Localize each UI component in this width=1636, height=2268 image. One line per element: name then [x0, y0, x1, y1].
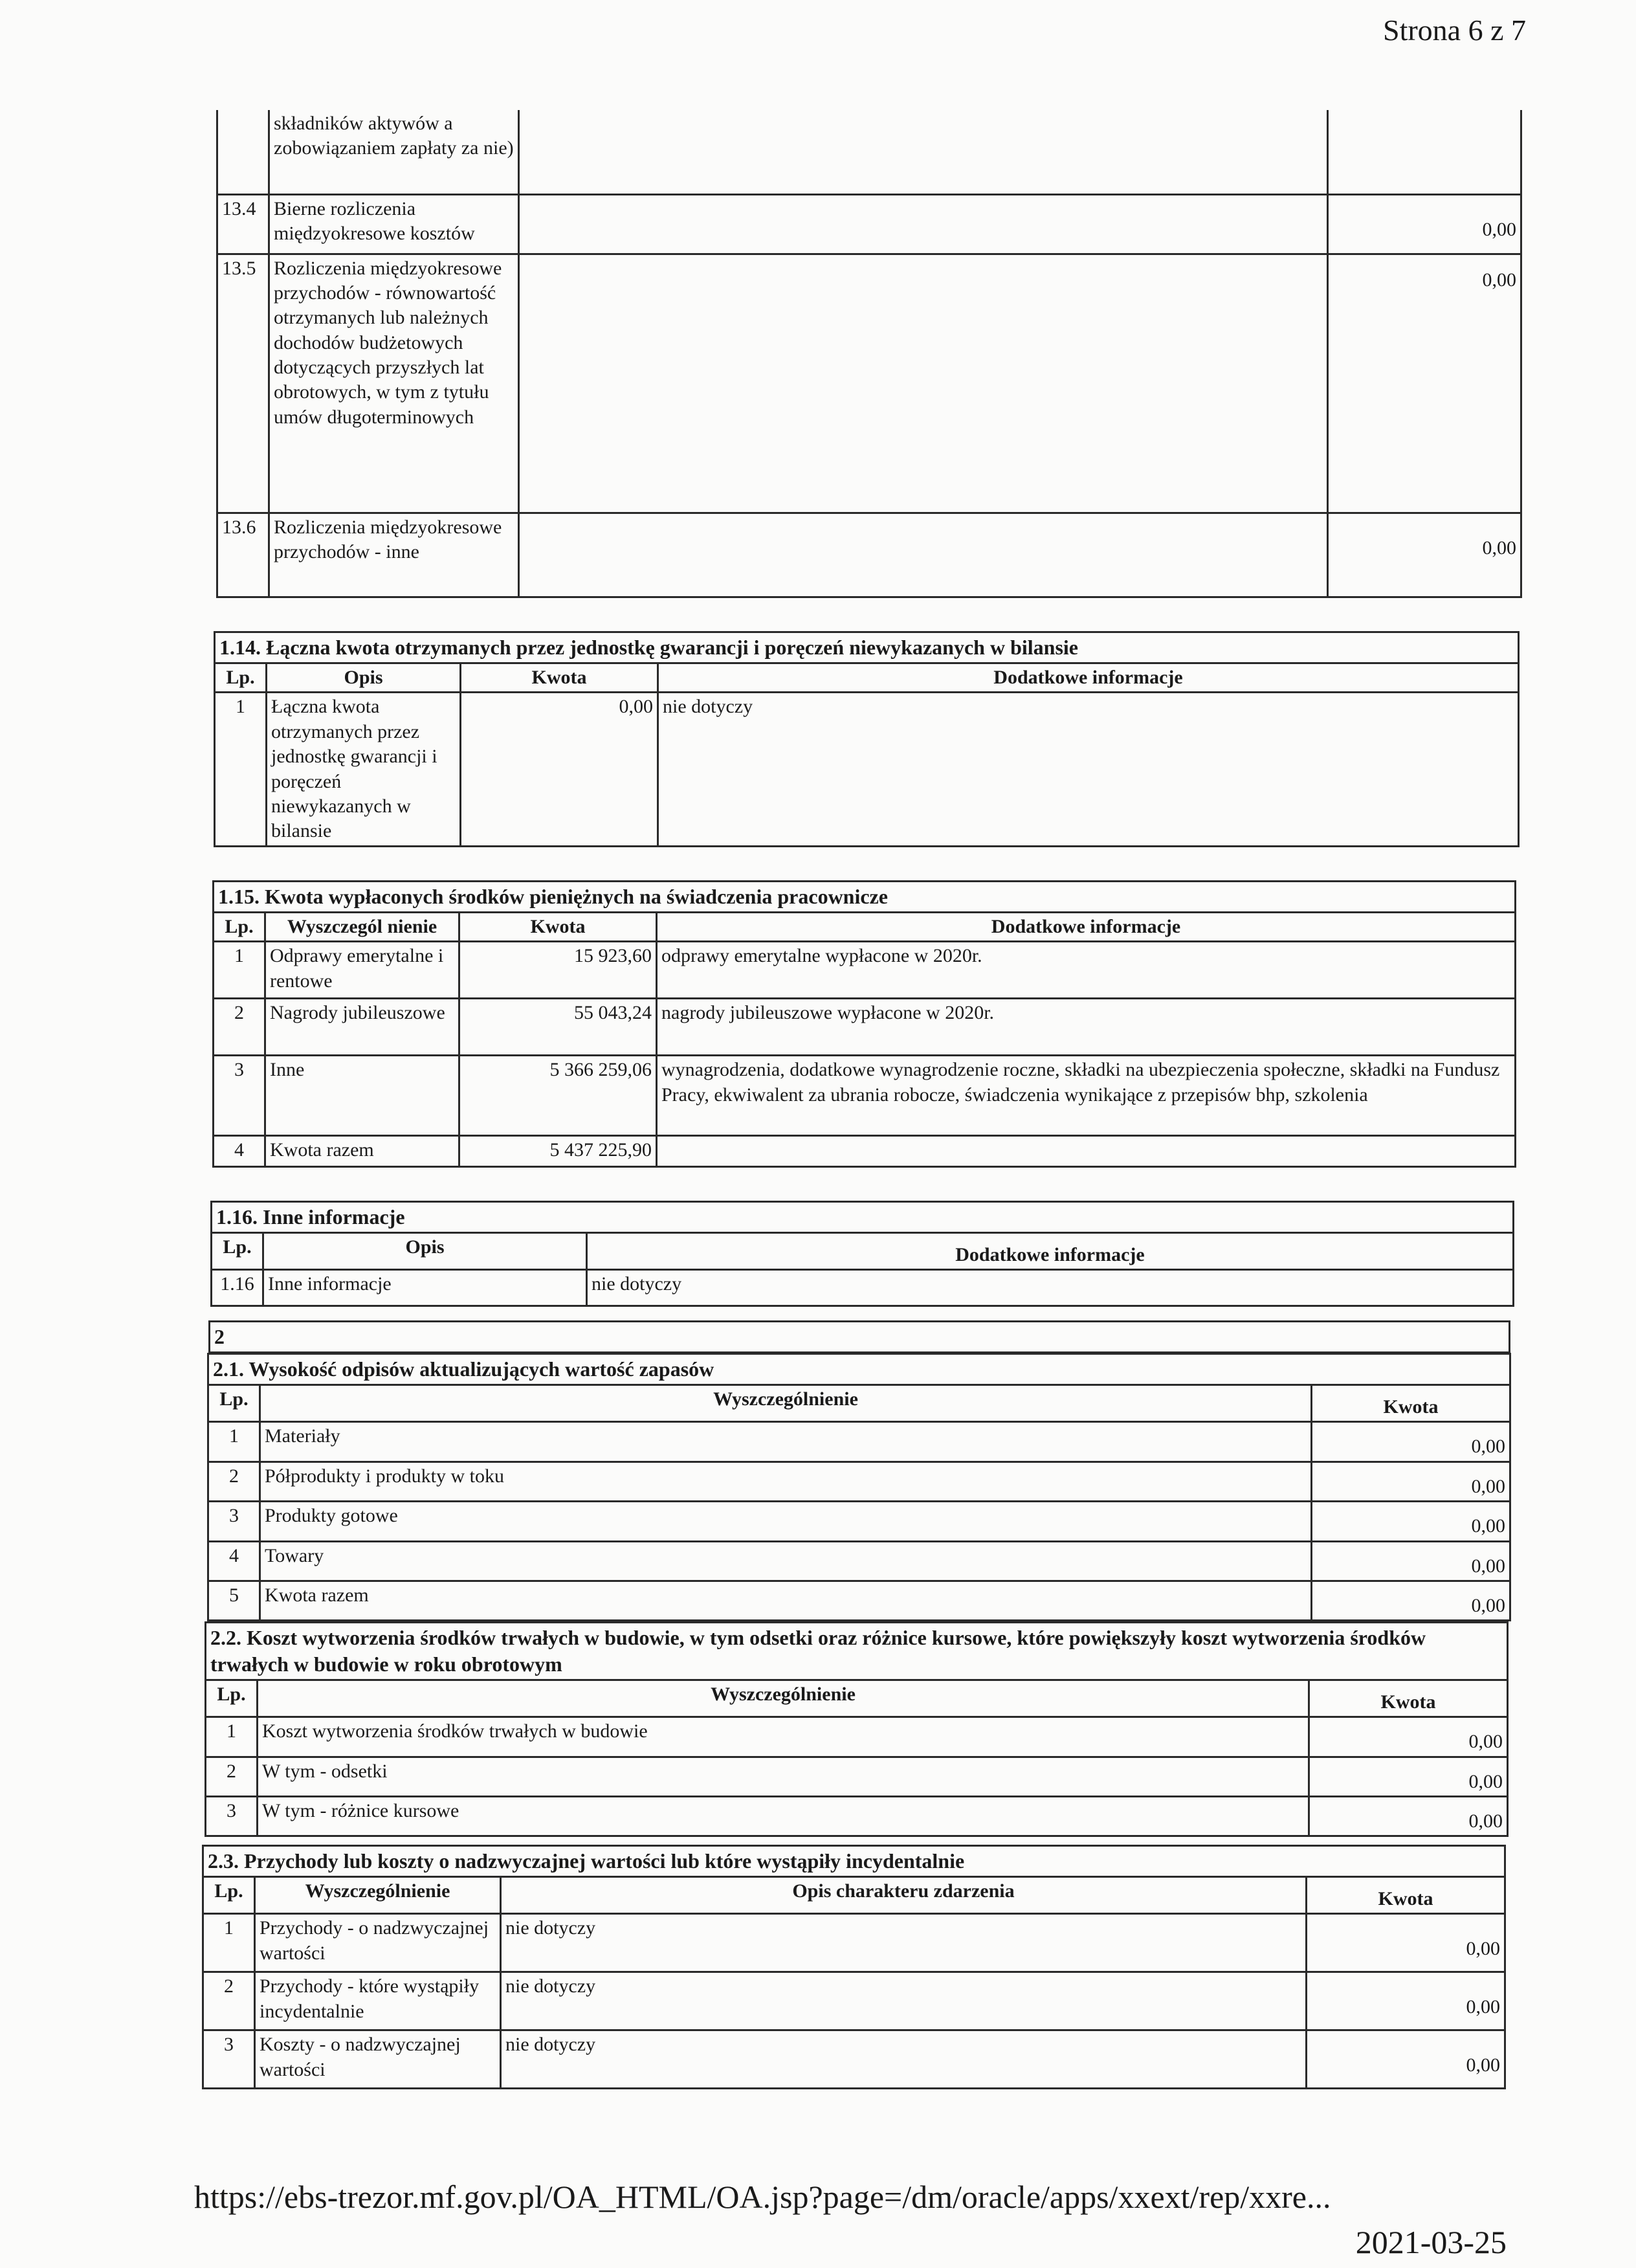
opis-header: Opis charakteru zdarzenia — [501, 1876, 1307, 1913]
empty-cell — [519, 110, 1328, 194]
table-row — [217, 254, 1521, 513]
section-title: 1.15. Kwota wypłaconych środków pieniężnych na świadczenia pracownicze — [214, 882, 1516, 913]
desc-cell: Przychody - które wystąpiły incydentalnie — [255, 1972, 501, 2030]
section-2-1-table — [207, 1353, 1511, 1621]
info-header: Dodatkowe informacje — [657, 912, 1516, 941]
table-header-row — [215, 663, 1519, 692]
kwota-cell: 0,00 — [1309, 1757, 1508, 1796]
lp-cell: 1 — [206, 1717, 258, 1757]
section-2-label-table — [208, 1320, 1510, 1353]
kwota-cell: 0,00 — [1307, 1972, 1505, 2030]
lp-cell: 2 — [206, 1757, 258, 1796]
lp-cell: 1.16 — [212, 1270, 263, 1306]
section-title: 2.3. Przychody lub koszty o nadzwyczajnej wartości lub które wystąpiły incydentalnie — [203, 1846, 1505, 1877]
desc-cell: Półprodukty i produkty w toku — [260, 1462, 1312, 1501]
kwota-cell: 0,00 — [1307, 2030, 1505, 2089]
table-header-row — [212, 1232, 1514, 1269]
table-row — [214, 999, 1516, 1056]
table-row — [206, 1717, 1508, 1757]
kwota-cell: 0,00 — [1307, 1914, 1505, 1972]
lp-header: Lp. — [215, 663, 267, 692]
kwota-cell: 0,00 — [461, 693, 658, 846]
table-row — [217, 110, 1521, 194]
lp-header: Lp. — [203, 1876, 255, 1913]
table-row — [208, 1541, 1510, 1581]
section-title: 1.14. Łączna kwota otrzymanych przez jednostkę gwarancji i poręczeń niewykazanych w bilansie — [215, 632, 1519, 663]
lp-cell: 2 — [208, 1462, 260, 1501]
info-cell: nie dotyczy — [587, 1270, 1514, 1306]
desc-header: Wyszczególnienie — [260, 1384, 1312, 1421]
desc-cell: Koszty - o nadzwyczajnej wartości — [255, 2030, 501, 2089]
lp-header: Lp. — [206, 1680, 258, 1717]
section-1-14-table — [214, 631, 1520, 847]
lp-cell: 1 — [208, 1422, 260, 1462]
desc-cell: Bierne rozliczenia międzyokresowe kosztów — [269, 194, 519, 254]
table-row — [206, 1797, 1508, 1836]
desc-cell: Materiały — [260, 1422, 1312, 1462]
kwota-cell: 0,00 — [1309, 1717, 1508, 1757]
table-header-row — [208, 1384, 1510, 1421]
lp-cell: 4 — [208, 1541, 260, 1581]
kwota-cell: 0,00 — [1312, 1502, 1510, 1541]
info-header: Dodatkowe informacje — [587, 1232, 1514, 1269]
opis-header: Opis — [267, 663, 461, 692]
lp-cell: 2 — [203, 1972, 255, 2030]
lp-cell: 3 — [214, 1056, 265, 1136]
opis-cell: Kwota razem — [265, 1136, 459, 1167]
kwota-cell: 0,00 — [1312, 1541, 1510, 1581]
section-2-2-table — [204, 1621, 1509, 1837]
lp-header: Lp. — [214, 912, 265, 941]
value-cell — [1328, 110, 1521, 194]
section-title: 1.16. Inne informacje — [212, 1202, 1514, 1233]
section-1-15-table — [212, 880, 1516, 1168]
kwota-cell: 0,00 — [1309, 1797, 1508, 1836]
kwota-cell: 0,00 — [1312, 1422, 1510, 1462]
section-2-3-table — [202, 1845, 1506, 2089]
opis-cell: Odprawy emerytalne i rentowe — [265, 942, 459, 999]
lp-cell — [217, 110, 269, 194]
table-row — [203, 2030, 1505, 2089]
kwota-cell: 5 437 225,90 — [459, 1136, 657, 1167]
kwota-cell: 0,00 — [1312, 1462, 1510, 1501]
footer-date: 2021-03-25 — [1355, 2224, 1507, 2260]
desc-cell: Przychody - o nadzwyczajnej wartości — [255, 1914, 501, 1972]
lp-cell: 4 — [214, 1136, 265, 1167]
table-header-row — [214, 912, 1516, 941]
table-header-row — [206, 1680, 1508, 1717]
lp-cell: 1 — [214, 942, 265, 999]
table-row — [214, 942, 1516, 999]
desc-cell: W tym - odsetki — [258, 1757, 1309, 1796]
lp-header: Lp. — [208, 1384, 260, 1421]
table-row — [217, 194, 1521, 254]
info-cell: nagrody jubileuszowe wypłacone w 2020r. — [657, 999, 1516, 1056]
kwota-cell: 55 043,24 — [459, 999, 657, 1056]
opis-cell: Inne — [265, 1056, 459, 1136]
lp-cell: 13.5 — [217, 254, 269, 513]
value-cell: 0,00 — [1328, 513, 1521, 597]
lp-header: Lp. — [212, 1232, 263, 1269]
table-row — [206, 1757, 1508, 1796]
table-row — [203, 1972, 1505, 2030]
lp-cell: 13.6 — [217, 513, 269, 597]
table-row — [214, 1056, 1516, 1136]
info-cell: wynagrodzenia, dodatkowe wynagrodzenie roczne, składki na ubezpieczenia społeczne, składki na Fundusz Pracy, ekwiwalent za ubrania robocze, świadczenia wynikające z przepisów bhp, szkolenia — [657, 1056, 1516, 1136]
page-number: Strona 6 z 7 — [1382, 14, 1526, 47]
desc-header: Wyszczególnienie — [255, 1876, 501, 1913]
info-cell — [657, 1136, 1516, 1167]
value-cell: 0,00 — [1328, 254, 1521, 513]
opis-cell: Inne informacje — [263, 1270, 587, 1306]
table-header-row — [203, 1876, 1505, 1913]
kwota-cell: 0,00 — [1312, 1581, 1510, 1620]
desc-cell: Kwota razem — [260, 1581, 1312, 1620]
lp-cell: 5 — [208, 1581, 260, 1620]
table-row — [215, 693, 1519, 846]
desc-cell: W tym - różnice kursowe — [258, 1797, 1309, 1836]
desc-cell: Koszt wytworzenia środków trwałych w budowie — [258, 1717, 1309, 1757]
lp-cell: 3 — [206, 1797, 258, 1836]
table-row — [208, 1502, 1510, 1541]
lp-cell: 2 — [214, 999, 265, 1056]
kwota-cell: 5 366 259,06 — [459, 1056, 657, 1136]
table-row — [203, 1914, 1505, 1972]
section-label: 2 — [210, 1322, 1510, 1353]
kwota-header: Kwota — [461, 663, 658, 692]
lp-cell: 1 — [215, 693, 267, 846]
empty-cell — [519, 194, 1328, 254]
opis-cell: Łączna kwota otrzymanych przez jednostkę gwarancji i poręczeń niewykazanych w bilansie — [267, 693, 461, 846]
opis-header: Wyszczegól nienie — [265, 912, 459, 941]
section-title: 2.2. Koszt wytworzenia środków trwałych w budowie, w tym odsetki oraz różnice kursowe, które powiększyły koszt wytworzenia środków trwałych w budowie w roku obrotowym — [206, 1623, 1508, 1680]
table-row — [214, 1136, 1516, 1167]
desc-header: Wyszczególnienie — [258, 1680, 1309, 1717]
empty-cell — [519, 513, 1328, 597]
info-header: Dodatkowe informacje — [658, 663, 1519, 692]
kwota-header: Kwota — [1312, 1384, 1510, 1421]
opis-cell: nie dotyczy — [501, 2030, 1307, 2089]
opis-cell: nie dotyczy — [501, 1914, 1307, 1972]
table-row — [208, 1422, 1510, 1462]
table-row — [208, 1462, 1510, 1501]
info-cell: nie dotyczy — [658, 693, 1519, 846]
opis-cell: nie dotyczy — [501, 1972, 1307, 2030]
value-cell: 0,00 — [1328, 194, 1521, 254]
kwota-header: Kwota — [1307, 1876, 1505, 1913]
table-row — [217, 513, 1521, 597]
section-1-16-table — [210, 1201, 1514, 1307]
top-table — [216, 110, 1522, 598]
lp-cell: 3 — [208, 1502, 260, 1541]
kwota-header: Kwota — [1309, 1680, 1508, 1717]
table-row — [208, 1581, 1510, 1620]
kwota-cell: 15 923,60 — [459, 942, 657, 999]
desc-cell: Rozliczenia międzyokresowe przychodów - równowartość otrzymanych lub należnych dochodów budżetowych dotyczących przyszłych lat obrotowych, w tym z tytułu umów długoterminowych — [269, 254, 519, 513]
table-row — [212, 1270, 1514, 1306]
lp-cell: 3 — [203, 2030, 255, 2089]
section-title: 2.1. Wysokość odpisów aktualizujących wartość zapasów — [208, 1354, 1510, 1385]
empty-cell — [519, 254, 1328, 513]
desc-cell: Rozliczenia międzyokresowe przychodów - inne — [269, 513, 519, 597]
info-cell: odprawy emerytalne wypłacone w 2020r. — [657, 942, 1516, 999]
desc-cell: Produkty gotowe — [260, 1502, 1312, 1541]
kwota-header: Kwota — [459, 912, 657, 941]
lp-cell: 13.4 — [217, 194, 269, 254]
footer-url: https://ebs-trezor.mf.gov.pl/OA_HTML/OA.jsp?page=/dm/oracle/apps/xxext/rep/xxre... — [194, 2179, 1331, 2215]
opis-cell: Nagrody jubileuszowe — [265, 999, 459, 1056]
lp-cell: 1 — [203, 1914, 255, 1972]
desc-cell: składników aktywów a zobowiązaniem zapłaty za nie) — [269, 110, 519, 194]
desc-cell: Towary — [260, 1541, 1312, 1581]
opis-header: Opis — [263, 1232, 587, 1269]
